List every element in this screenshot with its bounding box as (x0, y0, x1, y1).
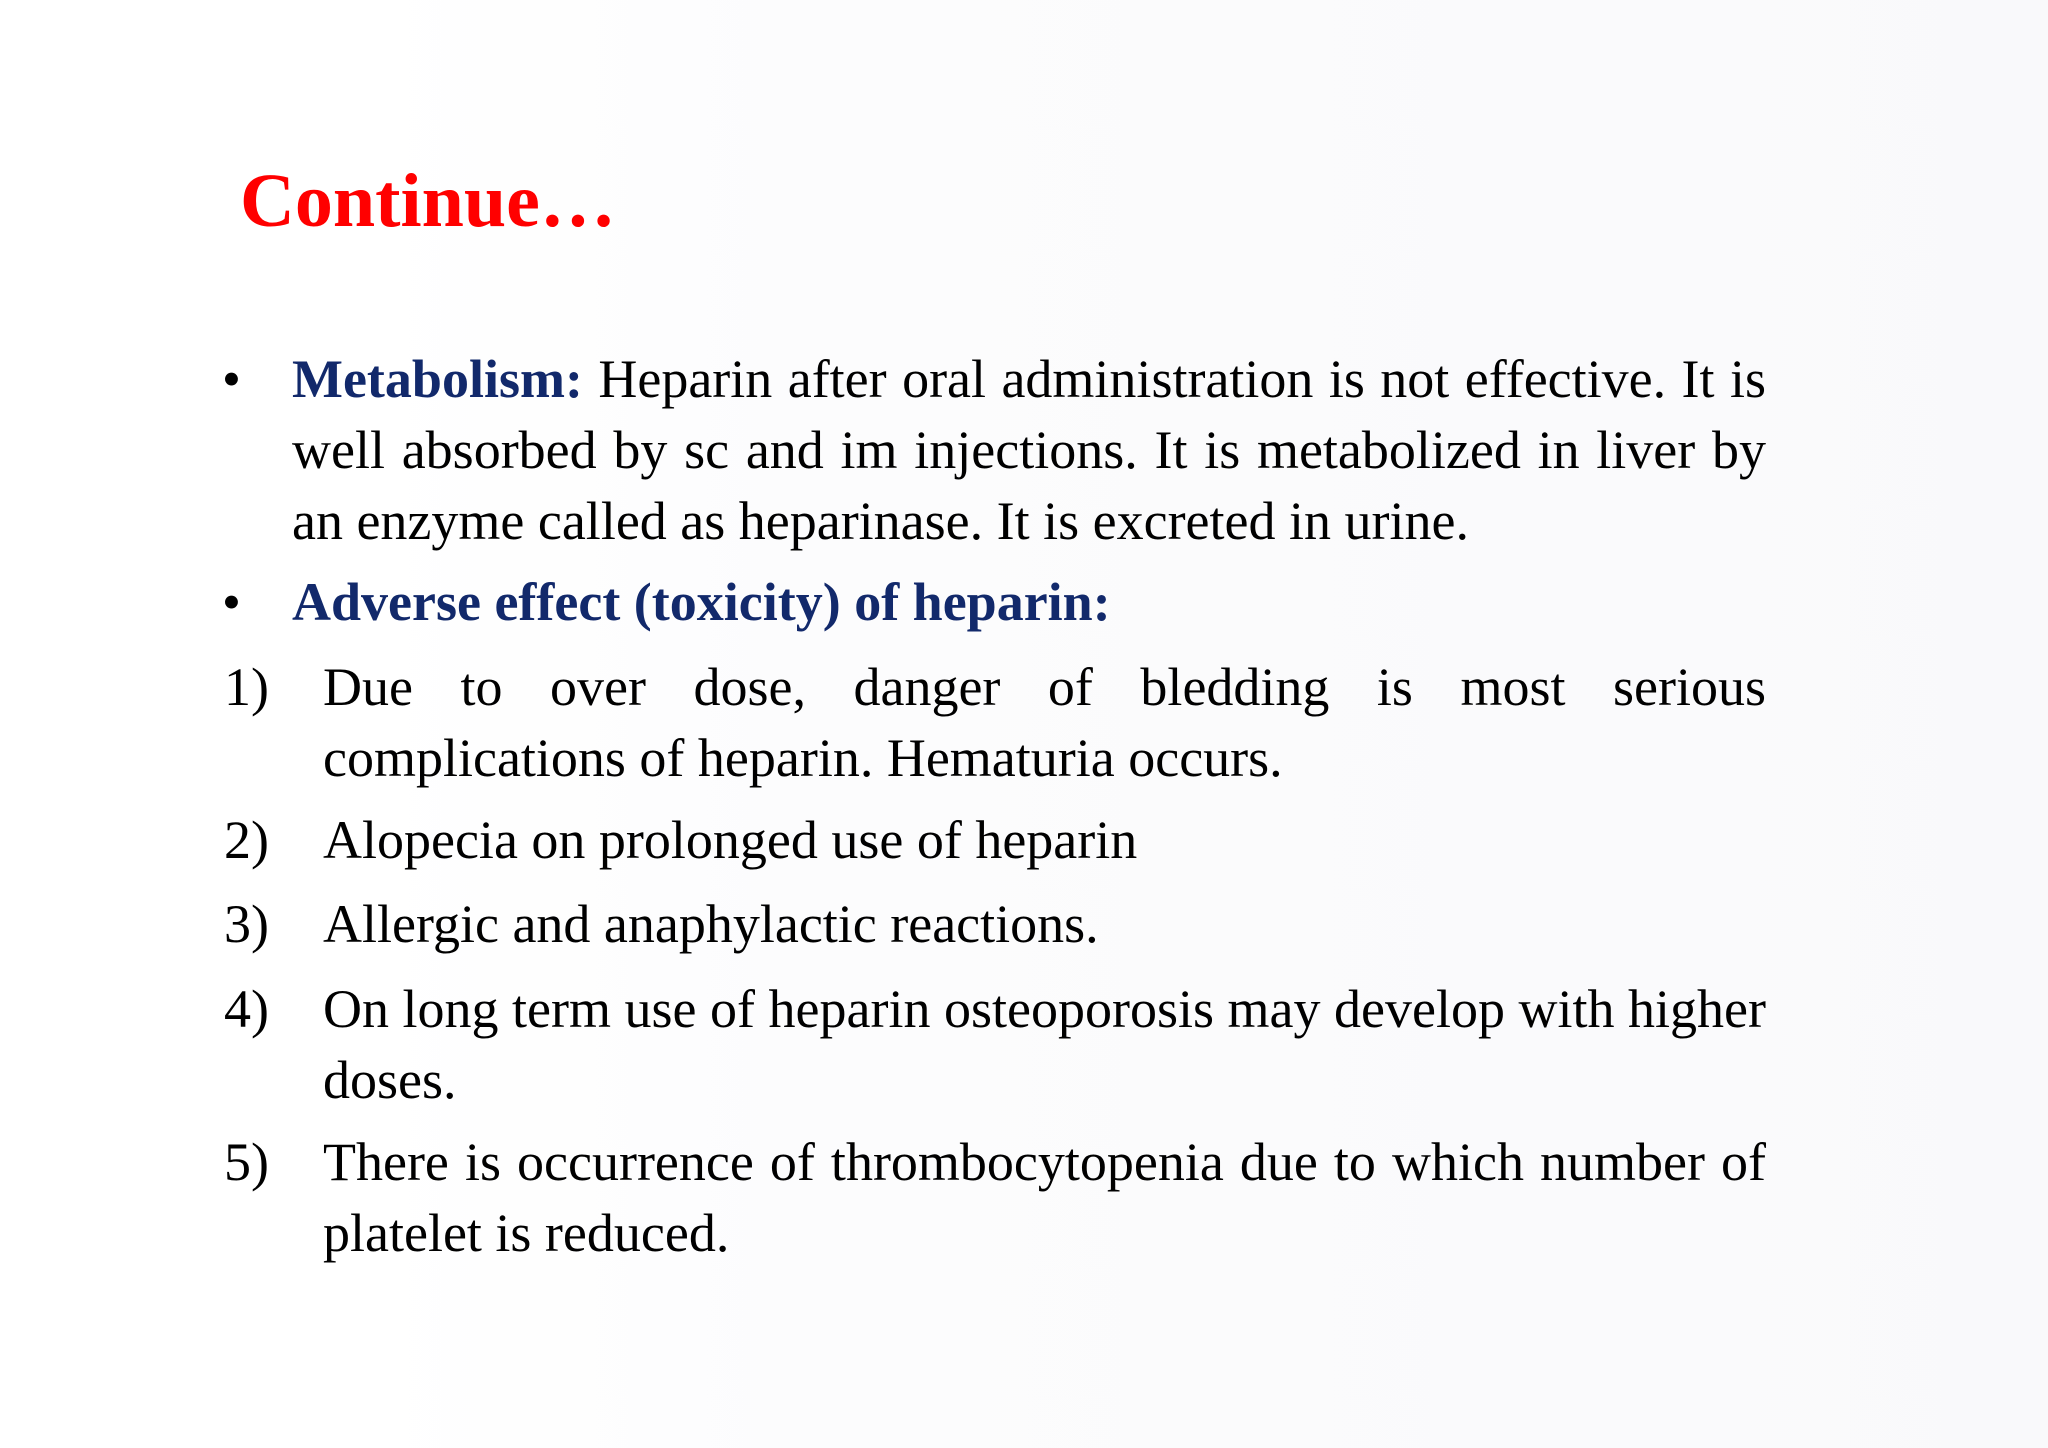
list-item-number: 2) (224, 810, 269, 870)
list-item-text: Due to over dose, danger of bledding is most serious complications of heparin. Hematuria occurs. (323, 657, 1766, 788)
bullet-text (292, 344, 1766, 557)
bullet-symbol: • (222, 572, 241, 632)
bullet-text (292, 567, 1766, 638)
list-item-number: 3) (224, 894, 269, 954)
list-item-number: 4) (224, 979, 269, 1039)
list-item-text: Alopecia on prolonged use of heparin (323, 810, 1138, 870)
bullet-lead: Adverse effect (toxicity) of heparin: (292, 572, 1111, 632)
list-item-text: Allergic and anaphylactic reactions. (323, 894, 1099, 954)
list-item-number: 5) (224, 1132, 269, 1192)
list-item-text: On long term use of heparin osteoporosis may develop with higher doses. (323, 979, 1766, 1110)
bullet-body: Heparin after oral administration is not effective. It is well absorbed by sc and im injections. It is metabolized in liver by an enzyme called as heparinase. It is excreted in urine. (292, 349, 1766, 551)
bullet-symbol: • (222, 349, 241, 409)
slide-title: Continue… (240, 159, 616, 243)
bullet-lead: Metabolism: (292, 349, 583, 409)
list-item-number: 1) (224, 657, 269, 717)
list-item-text: There is occurrence of thrombocytopenia due to which number of platelet is reduced. (323, 1132, 1766, 1263)
